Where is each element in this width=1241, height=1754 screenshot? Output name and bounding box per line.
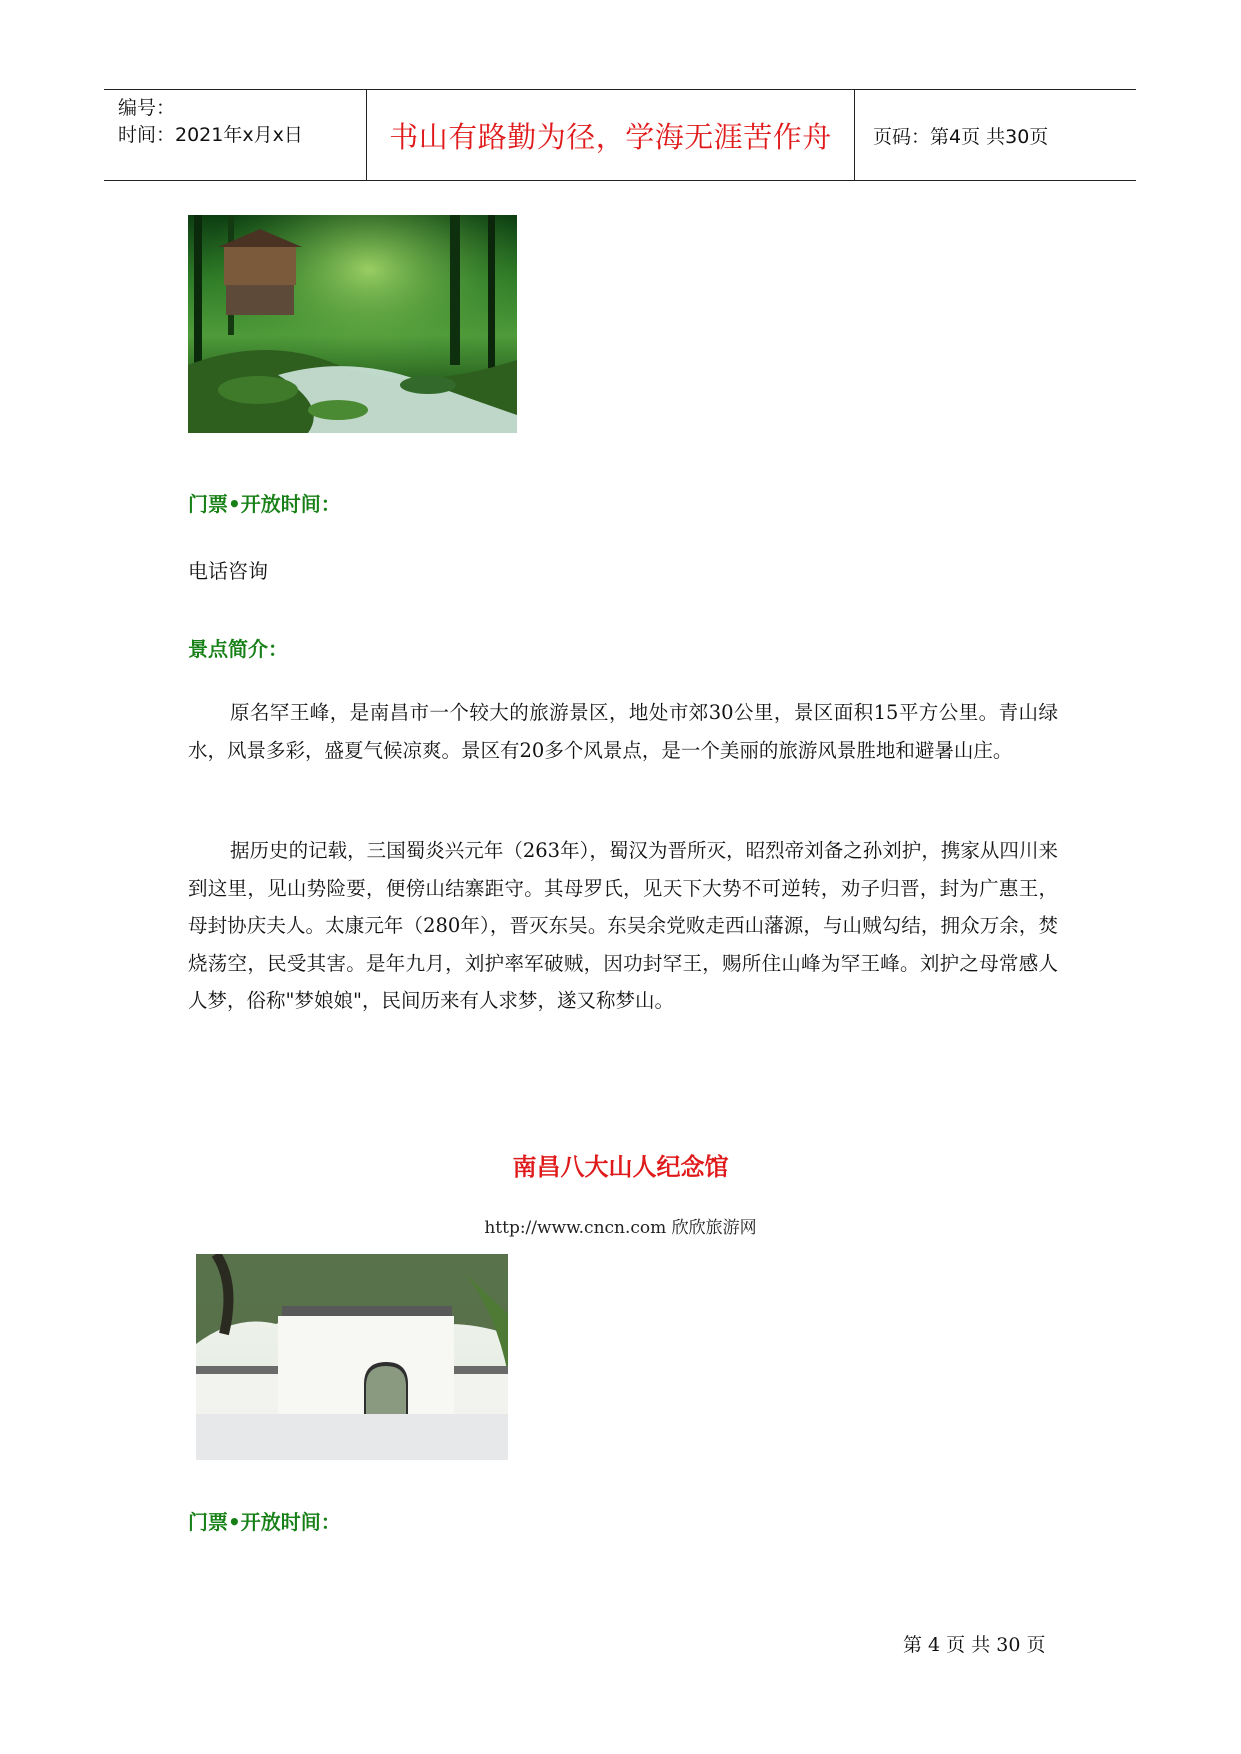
header-number: 编号：: [118, 97, 176, 119]
ticket-info: 电话咨询: [188, 559, 268, 583]
header-meta: [104, 90, 367, 180]
section-title: 南昌八大山人纪念馆: [512, 1153, 729, 1181]
ticket-hours-heading-2: 门票•开放时间：: [188, 1510, 341, 1534]
header-time: 时间：2021年x月x日: [118, 124, 303, 146]
memorial-hall-photo: [196, 1254, 508, 1460]
document-header: [104, 89, 1136, 181]
source-credit: http://www.cncn.com 欣欣旅游网: [484, 1218, 757, 1238]
ticket-hours-heading: 门票•开放时间：: [188, 492, 341, 516]
page-footer: 第 4 页 共 30 页: [903, 1634, 1046, 1656]
intro-paragraph-1: 原名罕王峰，是南昌市一个较大的旅游景区，地处市郊30公里，景区面积15平方公里。青山绿水，风景多彩，盛夏气候凉爽。景区有20多个风景点，是一个美丽的旅游风景胜地和避暑山庄。: [188, 701, 1058, 762]
header-motto-cell: [367, 90, 855, 180]
header-page-number: 页码：第4页 共30页: [873, 125, 1049, 148]
header-motto: 书山有路勤为径，学海无涯苦作舟: [389, 119, 832, 154]
intro-heading: 景点简介：: [188, 637, 288, 661]
intro-paragraph-2: 据历史的记载，三国蜀炎兴元年（263年），蜀汉为晋所灭，昭烈帝刘备之孙刘护，携家从四川来到这里，见山势险要，便傍山结寨距守。其母罗氏，见天下大势不可逆转，劝子归晋，封为广惠王，母封协庆夫人。太康元年（280年），晋灭东吴。东吴余党败走西山藩源，与山贼勾结，拥众万余，焚烧荡空，民受其害。是年九月，刘护率军破贼，因功封罕王，赐所住山峰为罕王峰。刘护之母常感人人梦，俗称"梦娘娘"，民间历来有人求梦，遂又称梦山。: [188, 839, 1058, 1012]
forest-stream-photo: [188, 215, 517, 433]
